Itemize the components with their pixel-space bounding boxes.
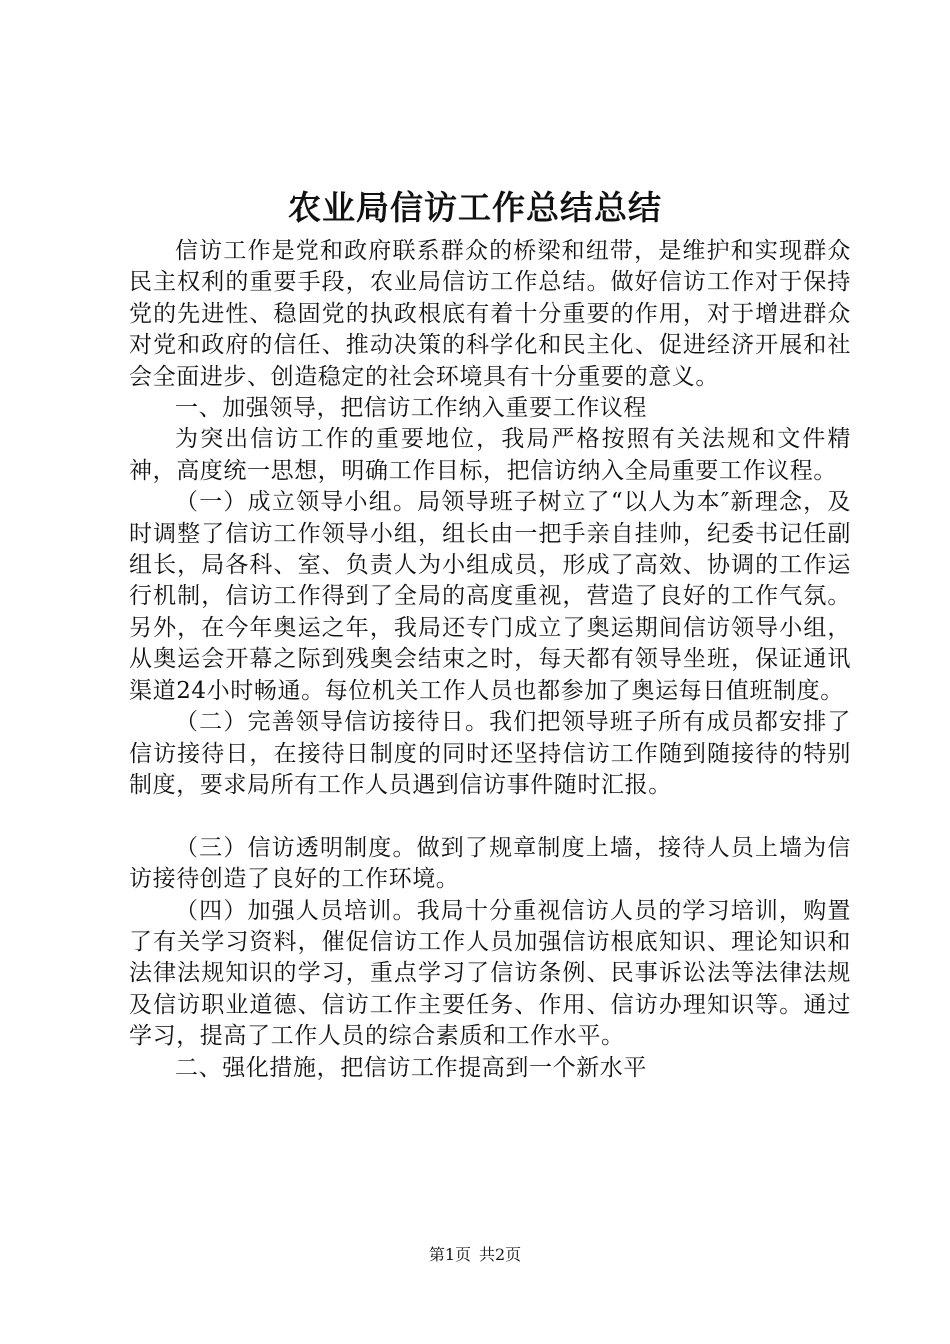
section-heading-1: 一、加强领导，把信访工作纳入重要工作议程 <box>175 395 647 422</box>
section-heading-2: 二、强化措施，把信访工作提高到一个新水平 <box>175 1054 647 1081</box>
document-body <box>129 236 851 1084</box>
page-footer <box>0 1244 950 1266</box>
document-title: 农业局信访工作总结总结 <box>288 188 662 227</box>
paragraph: （三）信访透明制度。做到了规章制度上墙，接待人员上墙为信访接待创造了良好的工作环境。 <box>129 834 851 893</box>
page-total: 共2页 <box>479 1245 522 1264</box>
page-number: 第1页 <box>428 1245 471 1264</box>
paragraph: （二）完善领导信访接待日。我们把领导班子所有成员都安排了信访接待日，在接待日制度的同时还坚持信访工作随到随接待的特别制度，要求局所有工作人员遇到信访事件随时汇报。 <box>129 709 851 798</box>
paragraph: （四）加强人员培训。我局十分重视信访人员的学习培训，购置了有关学习资料，催促信访工作人员加强信访根底知识、理论知识和法律法规知识的学习，重点学习了信访条例、民事诉讼法等法律法规及信访职业道德、信访工作主要任务、作用、信访办理知识等。通过学习，提高了工作人员的综合素质和工作水平。 <box>129 897 851 1050</box>
paragraph: （一）成立领导小组。局领导班子树立了“以人为本″新理念，及时调整了信访工作领导小组，组长由一把手亲自挂帅，纪委书记任副组长，局各科、室、负责人为小组成员，形成了高效、协调的工作运行机制，信访工作得到了全局的高度重视，营造了良好的工作气氛。另外，在今年奥运之年，我局还专门成立了奥运期间信访领导小组，从奥运会开幕之际到残奥会结束之时，每天都有领导坐班，保证通讯渠道24小时畅通。每位机关工作人员也都参加了奥运每日值班制度。 <box>129 489 851 704</box>
paragraph-intro: 信访工作是党和政府联系群众的桥梁和纽带，是维护和实现群众民主权利的重要手段，农业局信访工作总结。做好信访工作对于保持党的先进性、稳固党的执政根底有着十分重要的作用，对于增进群众对党和政府的信任、推动决策的科学化和民主化、促进经济开展和社会全面进步、创造稳定的社会环境具有十分重要的意义。 <box>129 238 851 390</box>
paragraph: 为突出信访工作的重要地位，我局严格按照有关法规和文件精神，高度统一思想，明确工作目标，把信访纳入全局重要工作议程。 <box>129 426 851 484</box>
